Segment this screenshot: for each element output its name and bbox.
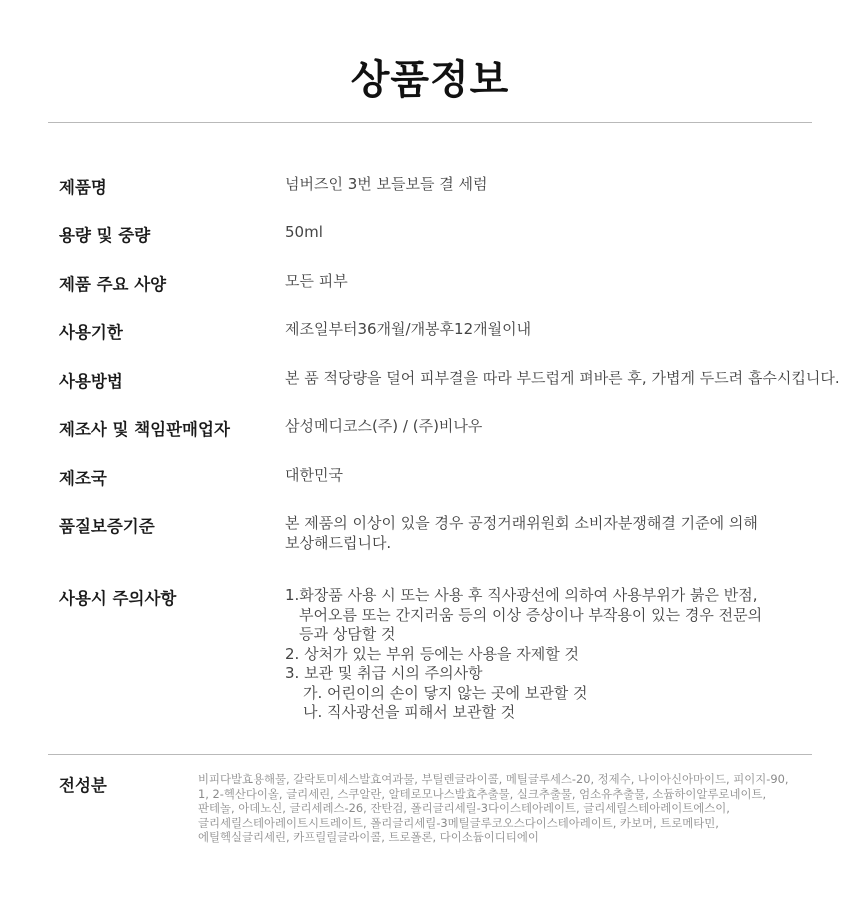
row-label: 제품 주요 사양 [59,275,167,294]
row-value: 삼성메디코스(주) / (주)비나우 [285,417,483,435]
row-label: 사용시 주의사항 [59,589,177,608]
row-label: 제조국 [59,469,107,488]
row-label: 용량 및 중량 [59,226,151,245]
ingredients-line: 에틸헥실글리세린, 카프릴릴글라이콜, 트로폴론, 다이소듐이디티에이 [198,830,539,844]
row-value: 모든 피부 [285,272,348,290]
row-value [285,585,845,722]
row-value: 50ml [285,223,323,241]
value-line: 나. 직사광선을 피해서 보관할 것 [303,703,516,721]
ingredients-label: 전성분 [59,776,107,795]
value-line: 2. 상처가 있는 부위 등에는 사용을 자제할 것 [285,644,580,663]
ingredients-text [198,772,798,845]
value-line: 3. 보관 및 취급 시의 주의사항 [285,664,483,682]
row-value [285,513,845,553]
value-line: 가. 어린이의 손이 닿지 않는 곳에 보관할 것 [303,683,588,702]
value-line: 본 제품의 이상이 있을 경우 공정거래위원회 소비자분쟁해결 기준에 의해 [285,514,758,532]
ingredients-line: 1, 2-헥산다이올, 글리세린, 스쿠알란, 알테로모나스발효추출물, 실크추출물, 엄소유추출물, 소듐하이알루로네이트, [198,786,767,801]
value-line: 부어오름 또는 간지러움 등의 이상 증상이나 부작용이 있는 경우 전문의 [299,605,763,624]
row-label: 사용방법 [59,372,123,391]
page-title: 상품정보 [350,57,510,103]
value-line: 1.화장품 사용 시 또는 사용 후 직사광선에 의하여 사용부위가 붉은 반점, [285,586,758,604]
value-line: 등과 상담할 것 [299,625,396,643]
row-value: 대한민국 [285,466,343,484]
ingredients-line: 글리세릴스테아레이트시트레이트, 폴리글리세릴-3메틸글루코오스다이스테아레이트, 카보머, 트로메타민, [198,815,719,830]
row-value: 제조일부터36개월/개봉후12개월이내 [285,320,532,338]
row-label: 제품명 [59,178,107,197]
row-value: 본 품 적당량을 덜어 피부결을 따라 부드럽게 펴바른 후, 가볍게 두드려 흡수시킵니다. [285,369,840,387]
ingredients-line: 판테놀, 아데노신, 글리세레스-26, 잔탄검, 폴리글리세릴-3다이스테아레이트, 글리세릴스테아레이트에스이, [198,801,730,815]
ingredients-line: 비피다발효용해물, 갈락토미세스발효여과물, 부틸렌글라이콜, 메틸글루세스-20, 정제수, 나이아신아마이드, 피이지-90, [198,772,789,786]
top-divider [48,122,812,123]
value-line: 보상해드립니다. [285,534,392,552]
row-label: 품질보증기준 [59,517,155,536]
row-value: 넘버즈인 3번 보들보들 결 세럼 [285,175,488,193]
bottom-divider [48,754,812,755]
row-label: 제조사 및 책임판매업자 [59,420,230,439]
row-label: 사용기한 [59,323,123,342]
